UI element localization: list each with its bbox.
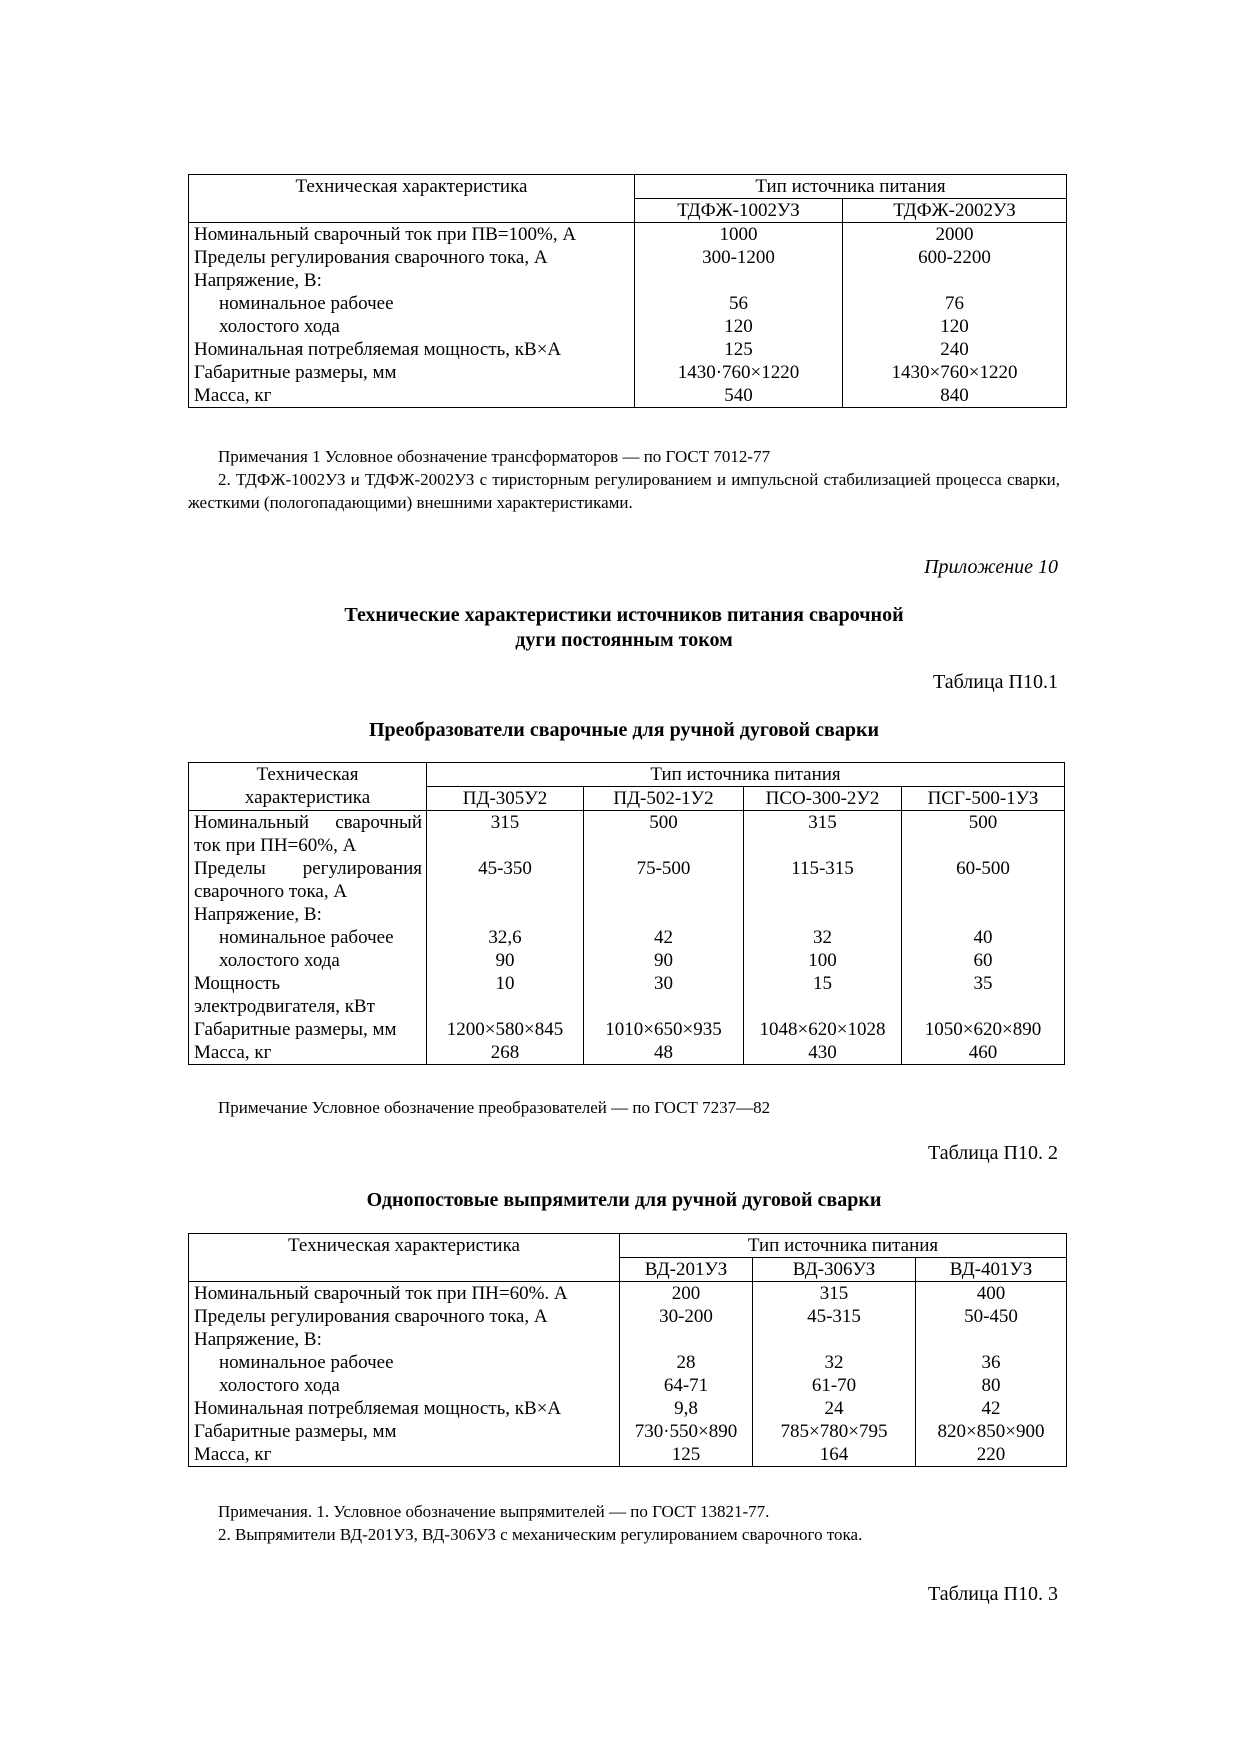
column-header-line-1: Техническая [256,764,359,785]
table-row [189,1351,1067,1374]
row-label: Номинальная потребляемая мощность, кВ×А [189,338,635,361]
row-value: 820×850×900 [916,1420,1067,1443]
row-value: 315 [427,811,584,858]
row-value: 540 [635,384,843,408]
row-value: 36 [916,1351,1067,1374]
row-value: 1050×620×890 [902,1018,1065,1041]
row-value: 1430·760×1220 [635,361,843,384]
row-label: Масса, кг [189,1041,427,1065]
row-label: номинальное рабочее [189,926,427,949]
row-value: 60-500 [902,857,1065,903]
row-label: Пределы регулирования сварочного тока, А [189,857,427,903]
row-value: 64-71 [620,1374,753,1397]
table-row [189,926,1065,949]
section-title-line-2: дуги постоянным током [515,629,733,651]
row-value: 315 [753,1282,916,1306]
row-value [584,903,744,926]
row-value: 785×780×795 [753,1420,916,1443]
row-value: 28 [620,1351,753,1374]
row-value: 1048×620×1028 [744,1018,902,1041]
row-value: 460 [902,1041,1065,1065]
table-row [189,811,1065,858]
row-value [902,903,1065,926]
row-value: 220 [916,1443,1067,1467]
model-header: ПД-305У2 [427,787,584,811]
row-value [427,903,584,926]
row-value: 120 [843,315,1067,338]
row-value: 45-350 [427,857,584,903]
row-value: 56 [635,292,843,315]
model-header: ТДФЖ-2002УЗ [843,199,1067,223]
model-header: ПСО-300-2У2 [744,787,902,811]
row-value: 32 [753,1351,916,1374]
table-row [189,972,1065,1018]
row-value: 42 [916,1397,1067,1420]
row-value: 500 [902,811,1065,858]
row-label: Масса, кг [189,384,635,408]
row-value: 75-500 [584,857,744,903]
table-row [189,361,1067,384]
column-header-source-type: Тип источника питания [635,175,1067,199]
row-label: Номинальная потребляемая мощность, кВ×А [189,1397,620,1420]
table-row [189,315,1067,338]
row-value: 61-70 [753,1374,916,1397]
row-value: 9,8 [620,1397,753,1420]
table-row [189,292,1067,315]
appendix-label: Приложение 10 [924,556,1058,578]
model-header: ТДФЖ-1002УЗ [635,199,843,223]
row-label: Номинальный сварочный ток при ПН=60%, А [189,811,427,858]
row-value [744,903,902,926]
model-header: ВД-201УЗ [620,1258,753,1282]
row-value: 120 [635,315,843,338]
row-value: 600-2200 [843,246,1067,269]
table2-title: Преобразователи сварочные для ручной дуговой сварки [369,719,879,741]
row-value: 40 [902,926,1065,949]
table3-note-2: 2. Выпрямители ВД-201УЗ, ВД-306УЗ с механическим регулированием сварочного тока. [218,1525,863,1544]
column-header-characteristic [189,763,427,811]
row-value: 90 [584,949,744,972]
table3-number: Таблица П10. 2 [928,1142,1058,1164]
row-value: 10 [427,972,584,1018]
row-value: 15 [744,972,902,1018]
table1-note-1: Примечания 1 Условное обозначение трансформаторов — по ГОСТ 7012-77 [218,447,771,466]
row-value: 500 [584,811,744,858]
row-label: номинальное рабочее [189,1351,620,1374]
row-value: 90 [427,949,584,972]
model-header: ПСГ-500-1УЗ [902,787,1065,811]
row-label: Номинальный сварочный ток при ПВ=100%, А [189,223,635,247]
table1-note-2 [188,468,1060,514]
row-value: 1200×580×845 [427,1018,584,1041]
row-value: 76 [843,292,1067,315]
model-header: ВД-306УЗ [753,1258,916,1282]
row-value: 200 [620,1282,753,1306]
row-label: Напряжение, В: [189,903,427,926]
row-value [635,269,843,292]
table-row [189,1282,1067,1306]
row-value: 430 [744,1041,902,1065]
table-row [189,1397,1067,1420]
row-value: 100 [744,949,902,972]
row-value: 1430×760×1220 [843,361,1067,384]
table-row [189,384,1067,408]
table3-note-1: Примечания. 1. Условное обозначение выпрямителей — по ГОСТ 13821-77. [218,1502,770,1521]
row-value: 35 [902,972,1065,1018]
row-value: 2000 [843,223,1067,247]
row-value: 60 [902,949,1065,972]
row-value: 300-1200 [635,246,843,269]
section-title [188,603,1060,653]
model-header: ПД-502-1У2 [584,787,744,811]
model-header: ВД-401УЗ [916,1258,1067,1282]
row-value: 1000 [635,223,843,247]
transformer-table [188,174,1067,408]
row-label: Напряжение, В: [189,269,635,292]
table4-number: Таблица П10. 3 [928,1583,1058,1605]
row-label: Мощность электродвигателя, кВт [189,972,427,1018]
row-value [753,1328,916,1351]
row-label: Пределы регулирования сварочного тока, А [189,1305,620,1328]
row-label: Габаритные размеры, мм [189,361,635,384]
table-row [189,1374,1067,1397]
row-value: 730·550×890 [620,1420,753,1443]
table-row [189,269,1067,292]
table-row [189,223,1067,247]
row-label: Напряжение, В: [189,1328,620,1351]
table1-note-2-text: 2. ТДФЖ-1002УЗ и ТДФЖ-2002УЗ с тиристорным регулированием и импульсной стабилизацией процесса сварки, жесткими (пологопадающими) внешними характеристиками. [188,470,1060,512]
table2-number: Таблица П10.1 [933,671,1058,693]
row-value: 32 [744,926,902,949]
row-value: 48 [584,1041,744,1065]
row-value: 45-315 [753,1305,916,1328]
row-value: 50-450 [916,1305,1067,1328]
row-label: Габаритные размеры, мм [189,1018,427,1041]
row-label: Габаритные размеры, мм [189,1420,620,1443]
row-value: 30 [584,972,744,1018]
table-row [189,1420,1067,1443]
table-row [189,338,1067,361]
row-value [620,1328,753,1351]
table-row [189,246,1067,269]
column-header-source-type: Тип источника питания [427,763,1065,787]
table-row [189,949,1065,972]
row-value: 24 [753,1397,916,1420]
table-row [189,1328,1067,1351]
table-row [189,903,1065,926]
row-value [843,269,1067,292]
row-label: холостого хода [189,315,635,338]
row-value: 125 [620,1443,753,1467]
row-label: Масса, кг [189,1443,620,1467]
table3-title: Однопостовые выпрямители для ручной дуговой сварки [366,1189,882,1211]
section-title-line-1: Технические характеристики источников питания сварочной [344,604,904,626]
row-label: Номинальный сварочный ток при ПН=60%. А [189,1282,620,1306]
row-label: холостого хода [189,949,427,972]
row-value: 30-200 [620,1305,753,1328]
column-header-source-type: Тип источника питания [620,1234,1067,1258]
row-label: Пределы регулирования сварочного тока, А [189,246,635,269]
column-header-characteristic: Техническая характеристика [189,1234,620,1282]
converter-table [188,762,1065,1065]
column-header-characteristic: Техническая характеристика [189,175,635,223]
row-value: 840 [843,384,1067,408]
row-value: 400 [916,1282,1067,1306]
column-header-line-2: характеристика [244,787,371,808]
row-value: 240 [843,338,1067,361]
table-row [189,1443,1067,1467]
row-value: 115-315 [744,857,902,903]
table-row [189,1041,1065,1065]
row-label: холостого хода [189,1374,620,1397]
row-value [916,1328,1067,1351]
row-value: 164 [753,1443,916,1467]
rectifier-table [188,1233,1067,1467]
table-row [189,857,1065,903]
row-value: 42 [584,926,744,949]
row-value: 315 [744,811,902,858]
table-row [189,1305,1067,1328]
row-value: 125 [635,338,843,361]
table-row [189,1018,1065,1041]
row-value: 1010×650×935 [584,1018,744,1041]
row-value: 80 [916,1374,1067,1397]
row-label: номинальное рабочее [189,292,635,315]
row-value: 268 [427,1041,584,1065]
row-value: 32,6 [427,926,584,949]
table2-note: Примечание Условное обозначение преобразователей — по ГОСТ 7237—82 [218,1098,771,1117]
